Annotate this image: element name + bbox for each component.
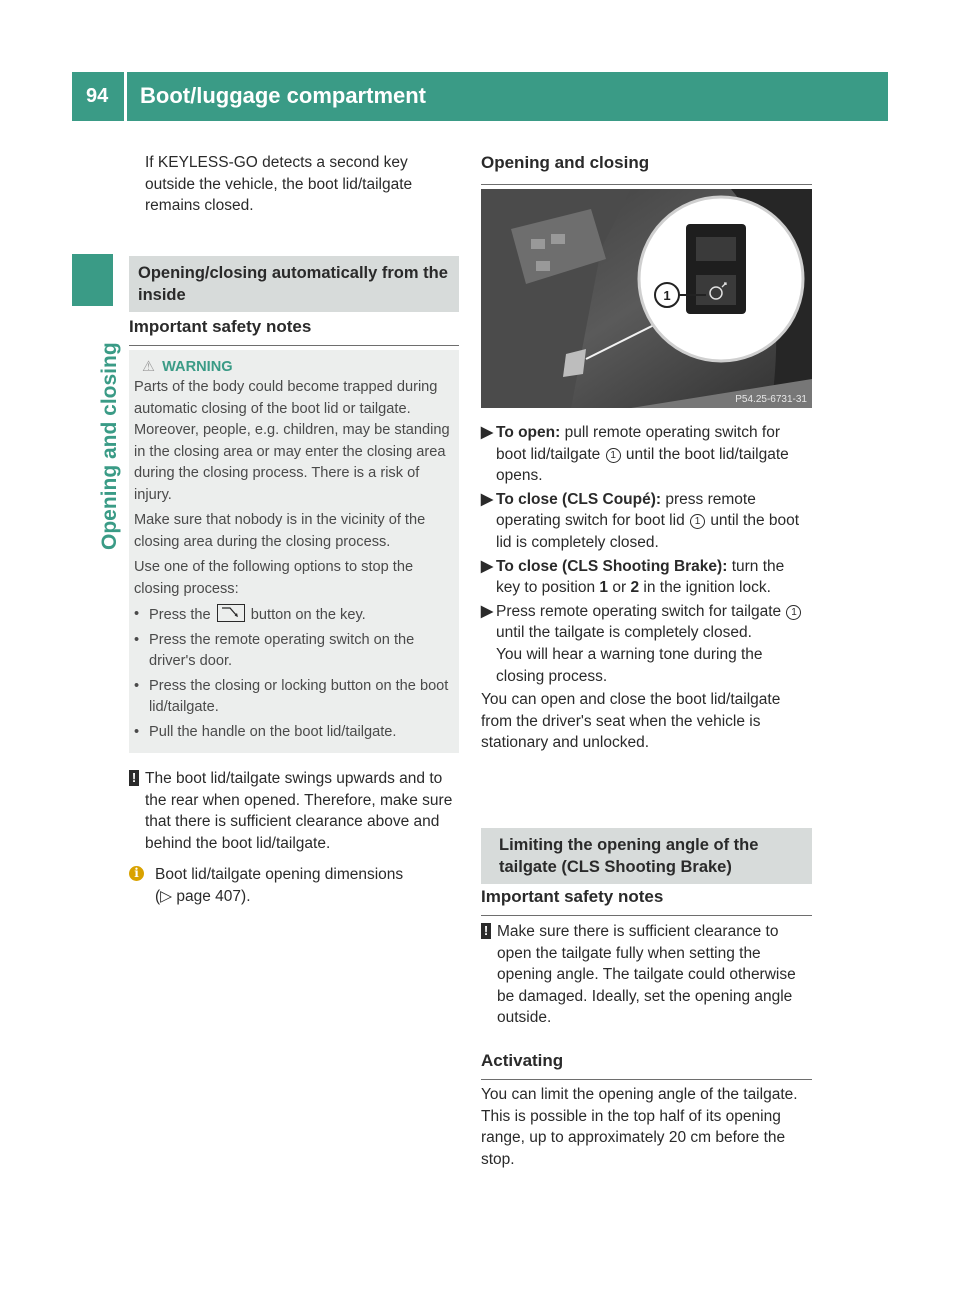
- callout-1-icon: 1: [690, 514, 705, 529]
- page-header: [72, 72, 888, 121]
- side-tab-label: Opening and closing: [98, 342, 121, 550]
- info-icon: i: [129, 866, 144, 881]
- side-tab: [76, 320, 121, 720]
- side-tab-marker: [72, 254, 113, 306]
- step-close-shooting-brake: ▶ To close (CLS Shooting Brake): turn the key to position 1 or 2 in the ignition lock.: [481, 557, 785, 597]
- photo-code: P54.25-6731-31: [735, 394, 807, 405]
- subheading-safety-right: Important safety notes: [481, 886, 812, 916]
- warning-bullet-3: • Press the closing or locking button on the boot lid/tailgate.: [134, 676, 451, 719]
- info-note: i Boot lid/tailgate opening dimensions (▷ page 407).: [129, 864, 459, 907]
- notice-right: ! Make sure there is sufficient clearance to open the tailgate fully when setting the opening angle. The tailgate could otherwise be damaged. Ideally, set the opening angle outside.: [481, 921, 812, 1029]
- step-arrow-icon: ▶: [481, 557, 493, 575]
- step-press-switch: ▶ Press remote operating switch for tailgate 1 until the tailgate is completely closed. You will hear a warning tone during the closing process.: [481, 601, 812, 687]
- step-open: ▶ To open: pull remote operating switch for boot lid/tailgate 1 until the boot lid/tailgate opens.: [481, 424, 789, 485]
- notice-icon: !: [481, 923, 491, 939]
- warning-title: ⚠ WARNING: [142, 359, 233, 375]
- warning-p2: Make sure that nobody is in the vicinity of the closing area during the closing process.: [134, 512, 426, 550]
- switch-photo: [481, 189, 812, 408]
- tailgate-key-icon: [217, 604, 245, 622]
- step-arrow-icon: ▶: [481, 424, 493, 441]
- warning-p3: Use one of the following options to stop the closing process:: [134, 559, 414, 597]
- section-heading-right: Limiting the opening angle of the tailgate (CLS Shooting Brake): [481, 828, 812, 884]
- warning-bullet-4: • Pull the handle on the boot lid/tailgate.: [134, 722, 451, 744]
- warning-box: [129, 350, 459, 753]
- step-arrow-icon: ▶: [481, 490, 493, 508]
- page-reference-link[interactable]: (▷ page 407).: [155, 887, 251, 905]
- page-number: 94: [86, 85, 109, 107]
- section-heading-left: Opening/closing automatically from the inside: [129, 256, 459, 312]
- activating-text: You can limit the opening angle of the tailgate. This is possible in the top half of its opening range, up to approximately 20 cm before the stop.: [481, 1086, 798, 1168]
- intro-text: If KEYLESS-GO detects a second key outside the vehicle, the boot lid/tailgate remains closed.: [145, 154, 413, 215]
- warning-p1: Parts of the body could become trapped during automatic closing of the boot lid or tailgate. Moreover, people, e.g. children, may be standing in the closing area or may enter the closing area during the closing process. There is a risk of injury.: [134, 379, 450, 503]
- step-arrow-icon: ▶: [481, 602, 493, 620]
- subheading-activating: Activating: [481, 1050, 812, 1080]
- callout-1-icon: 1: [606, 448, 621, 463]
- step-close-coupe: ▶ To close (CLS Coupé): press remote operating switch for boot lid 1 until the boot lid is completely closed.: [481, 490, 800, 551]
- warning-icon: ⚠: [142, 359, 156, 375]
- warning-bullet-2: • Press the remote operating switch on the driver's door.: [134, 630, 451, 673]
- steps-list: [481, 422, 812, 754]
- open-close-paragraph: You can open and close the boot lid/tailgate from the driver's seat when the vehicle is stationary and unlocked.: [481, 691, 781, 752]
- subheading-safety-left: Important safety notes: [129, 316, 459, 346]
- warning-bullet-1: • Press the button on the key.: [134, 604, 451, 627]
- page-title: Boot/luggage compartment: [140, 83, 427, 108]
- header-divider: [124, 72, 127, 121]
- subheading-opening-closing: Opening and closing: [481, 152, 812, 185]
- photo-callout-number: 1: [663, 288, 671, 303]
- callout-1-icon: 1: [786, 605, 801, 620]
- notice-icon: !: [129, 770, 139, 786]
- notice-left: ! The boot lid/tailgate swings upwards and to the rear when opened. Therefore, make sure that there is sufficient clearance above and behind the boot lid/tailgate.: [129, 768, 459, 854]
